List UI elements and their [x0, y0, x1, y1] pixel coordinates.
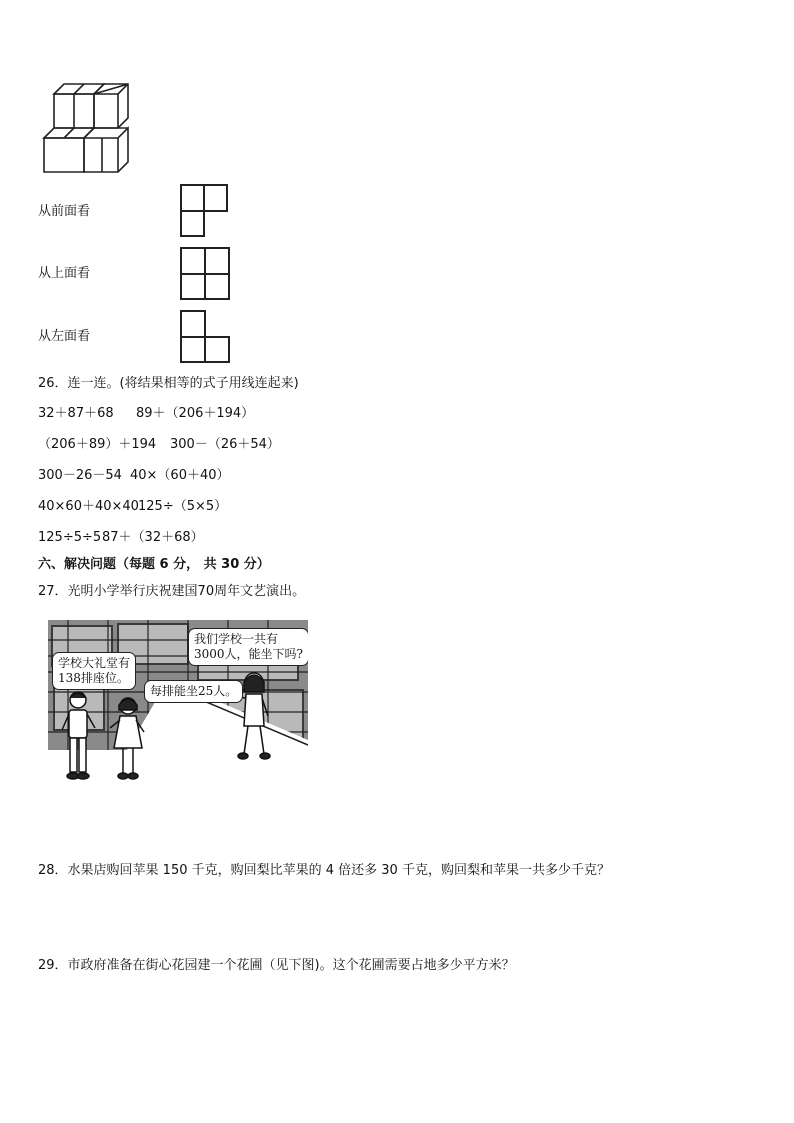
speech-bubble-teacher [188, 628, 308, 666]
q26-row-3-right: 40×（60＋40） [130, 468, 230, 483]
speech-bubble-boy-line-2: 138排座位。 [58, 671, 129, 685]
cube-stack-figure [40, 84, 130, 174]
girl-figure [110, 696, 146, 782]
top-view-label: 从上面看 [38, 266, 91, 281]
q26-row-5-left: 125÷5÷5 [38, 530, 102, 545]
speech-bubble-boy-line-1: 学校大礼堂有 [58, 656, 131, 670]
q26-row-1-right: 89＋（206＋194） [136, 406, 255, 421]
front-view-label: 从前面看 [38, 204, 91, 219]
q27-title: 27．光明小学举行庆祝建国70周年文艺演出。 [38, 584, 306, 599]
speech-bubble-girl-line-1: 每排能坐25人。 [150, 684, 238, 698]
q26-row-4-right: 125÷（5×5） [138, 499, 228, 514]
left-view-label: 从左面看 [38, 329, 91, 344]
q26-row-3-left: 300－26－54 [38, 468, 122, 483]
top-view-shape [180, 247, 232, 301]
speech-bubble-boy [52, 652, 136, 690]
left-view-shape [180, 310, 232, 364]
speech-bubble-girl [144, 680, 243, 703]
section-6-title: 六、解决问题（每题 6 分， 共 30 分） [38, 557, 270, 572]
front-view-shape [180, 184, 230, 238]
speech-bubble-teacher-line-1: 我们学校一共有 [194, 632, 279, 646]
q26-title: 26．连一连。(将结果相等的式子用线连起来) [38, 376, 299, 391]
speech-bubble-teacher-line-2: 3000人，能坐下吗? [194, 647, 303, 661]
q29-title: 29．市政府准备在街心花园建一个花圃（见下图)。这个花圃需要占地多少平方米？ [38, 958, 515, 973]
q26-row-1-left: 32＋87＋68 [38, 406, 114, 421]
q26-row-2-left: （206＋89）＋194 [38, 437, 157, 452]
boy-figure [62, 690, 96, 782]
q26-row-2-right: 300－（26＋54） [170, 437, 280, 452]
q26-row-5-right: 87＋（32＋68） [102, 530, 204, 545]
q28-title: 28．水果店购回苹果 150 千克，购回梨比苹果的 4 倍还多 30 千克，购回梨和苹果一共多少千克？ [38, 863, 610, 878]
auditorium-illustration [48, 620, 308, 782]
q26-row-4-left: 40×60＋40×40 [38, 499, 139, 514]
